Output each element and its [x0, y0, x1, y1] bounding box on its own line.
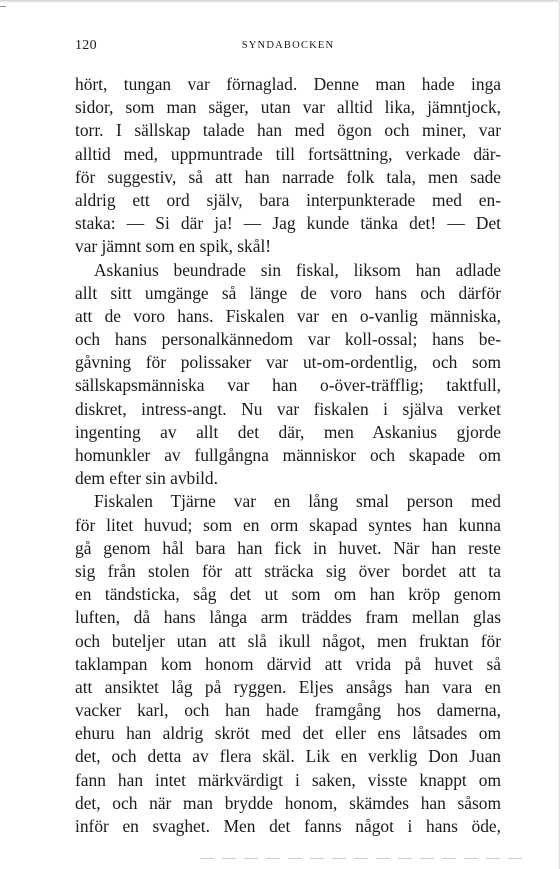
text-line: gå genom hål bara han fick in huvet. När han reste — [75, 537, 501, 558]
text-line: och hans personalkännedom var koll-ossal; hans be- — [75, 329, 501, 350]
text-line: fann han intet märkvärdigt i saken, visste knappt om — [75, 769, 501, 790]
text-line: inför en svaghet. Men det fanns något i hans öde, — [75, 816, 501, 836]
page-header — [75, 38, 501, 58]
text-line: alltid med, uppmuntrade till fortsättning, verkade där- — [75, 143, 501, 164]
scan-edge-top — [0, 0, 560, 3]
text-line-paragraph-start: Askanius beundrade sin fiskal, liksom han adlade — [94, 259, 501, 280]
body-text — [75, 73, 501, 838]
text-line: luften, då hans långa arm träddes fram mellan glas — [75, 607, 501, 628]
text-line: att ansiktet låg på ryggen. Eljes ansågs han vara en — [75, 676, 501, 697]
text-line: taklampan kom honom därvid att vrida på huvet så — [75, 653, 501, 674]
text-line: diskret, intress-angt. Nu var fiskalen i själva verket — [75, 398, 501, 419]
text-line: homunkler av fullgångna människor och skapade om — [75, 445, 501, 465]
text-line: aldrig ett ord själv, bara interpunkterade med en- — [75, 189, 501, 210]
text-line: sidor, som man säger, utan var alltid lika, jämntjock, — [75, 97, 501, 118]
text-line: sig från stolen för att sträcka sig över bordet att ta — [75, 560, 501, 581]
text-line: för suggestiv, så att han narrade folk tala, men sade — [75, 166, 501, 187]
page-number: 120 — [75, 38, 97, 53]
text-line: en tändsticka, såg det ut som om han kröp genom — [75, 584, 501, 605]
text-line: staka: — Si där ja! — Jag kunde tänka det! — Det — [75, 213, 501, 234]
scan-bottom-artifact — [200, 858, 530, 859]
running-head: SYNDABOCKEN — [241, 40, 335, 51]
scan-mark — [0, 6, 6, 7]
text-line: ingenting av allt det där, men Askanius gjorde — [75, 421, 501, 442]
text-line: hört, tungan var förnaglad. Denne man hade inga — [75, 74, 501, 94]
text-line: vacker karl, och han hade framgång hos damerna, — [75, 700, 501, 721]
text-line: för litet huvud; som en orm skapad syntes han kunna — [75, 514, 501, 535]
text-line: det, och när man brydde honom, skämdes han såsom — [75, 792, 501, 813]
text-line-paragraph-end: dem efter sin avbild. — [75, 468, 218, 489]
text-line: ehuru han aldrig skröt med det eller ens låtsades om — [75, 723, 501, 744]
text-line: torr. I sällskap talade han med ögon och miner, var — [75, 120, 501, 141]
text-line-paragraph-end: var jämnt som en spik, skål! — [75, 236, 272, 257]
text-line: att de voro hans. Fiskalen var en o-vanlig människa, — [75, 305, 501, 326]
text-line: och buteljer utan att slå ikull något, men fruktan för — [75, 630, 501, 651]
text-line: allt sitt umgänge så länge de voro hans och därför — [75, 282, 501, 303]
text-line: gåvning för polissaker var ut-om-ordentlig, och som — [75, 352, 501, 373]
text-line: det, och detta av flera skäl. Lik en verklig Don Juan — [75, 746, 501, 767]
text-line-paragraph-start: Fiskalen Tjärne var en lång smal person med — [94, 491, 501, 512]
text-line: sällskapsmänniska var han o-över-träfflig; taktfull, — [75, 375, 501, 396]
